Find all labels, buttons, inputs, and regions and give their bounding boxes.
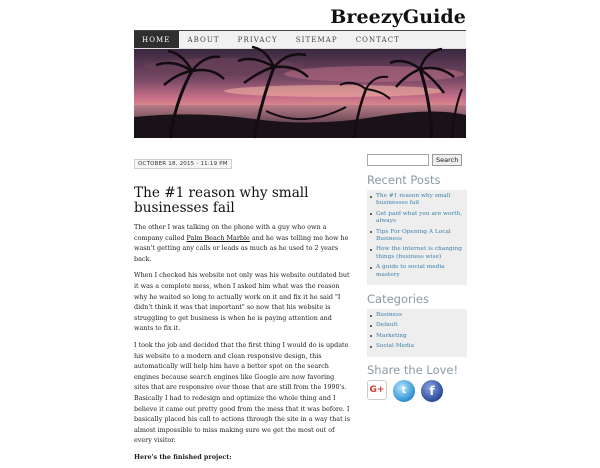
post-body	[134, 222, 350, 462]
recent-post-link[interactable]: Get paid what you are worth, always	[367, 211, 463, 226]
site-title[interactable]: BreezyGuide	[330, 6, 466, 28]
nav-item-home[interactable]: HOME	[134, 31, 179, 48]
search-form	[367, 154, 467, 166]
recent-post-link[interactable]: How the internet is changing things (business wise)	[367, 246, 463, 261]
post-paragraph-1-text-end: and he was telling me how he wasn't getting any calls or leads as much as he used to 2 years back.	[134, 233, 349, 263]
recent-post-link[interactable]: The #1 reason why small businesses fail	[367, 193, 463, 208]
nav-item-sitemap[interactable]: SITEMAP	[295, 36, 338, 44]
post-paragraph-1	[134, 222, 350, 264]
search-button[interactable]: Search	[432, 154, 462, 166]
post-paragraph-2: When I checked his website not only was his website outdated but it was a complete mess, when I asked him what was the reason why he waited so long to actually work on it and fix it he said "I didn't think it was that important" so now that his website is struggling to get business is when he is paying attention and wants to fix it.	[134, 271, 350, 333]
categories-list	[367, 309, 467, 357]
category-link[interactable]: Marketing	[367, 333, 463, 340]
recent-post-link[interactable]: A guide to social media mastery	[367, 264, 463, 279]
nav-item-privacy[interactable]: PRIVACY	[237, 36, 278, 44]
google-plus-icon[interactable]: G+	[367, 380, 387, 400]
twitter-icon[interactable]: t	[393, 380, 415, 402]
recent-post-link[interactable]: Tips For Opening A Local Business	[367, 229, 463, 244]
sidebar	[367, 154, 467, 402]
main-content	[134, 150, 350, 468]
recent-posts-list	[367, 190, 467, 285]
header-image	[134, 49, 466, 138]
nav-item-contact[interactable]: CONTACT	[355, 36, 401, 44]
palm-beach-sunset-image	[134, 49, 466, 138]
main-nav	[134, 31, 466, 49]
category-link[interactable]: Default	[367, 322, 463, 329]
post-paragraph-1-text: The other I was talking on the phone with a guy who own a company called	[134, 223, 327, 242]
palm-beach-marble-link[interactable]: Palm Beach Marble	[186, 233, 250, 242]
share-title: Share the Love!	[367, 362, 459, 377]
post-paragraph-4: Here's the finished project:	[134, 452, 232, 461]
category-link[interactable]: Business	[367, 312, 463, 319]
post-date: OCTOBER 18, 2015 - 11:19 PM	[134, 159, 232, 169]
facebook-icon[interactable]: f	[421, 380, 443, 402]
share-icons	[367, 380, 467, 402]
recent-posts-title: Recent Posts	[367, 173, 441, 187]
post-paragraph-3: I took the job and decided that the first thing I would do is update his website to a modern and clean responsive design, this automatically will help him have a better spot on the search engines because search engines like Google are now favoring sites that are responsive over those that are still from the 1990's. Basically I had to redesign and optimize the whole thing and I believe it came out pretty good from the mess that it was before. I basically placed his call to actions through the site in a way that is almost impossible to miss making sure we get the most out of every visitor.	[134, 340, 350, 445]
categories-title: Categories	[367, 292, 429, 307]
nav-item-about[interactable]: ABOUT	[187, 36, 220, 44]
search-input[interactable]	[367, 154, 429, 166]
category-link[interactable]: Social Media	[367, 343, 463, 350]
post-title[interactable]: The #1 reason why small businesses fail	[134, 185, 309, 216]
